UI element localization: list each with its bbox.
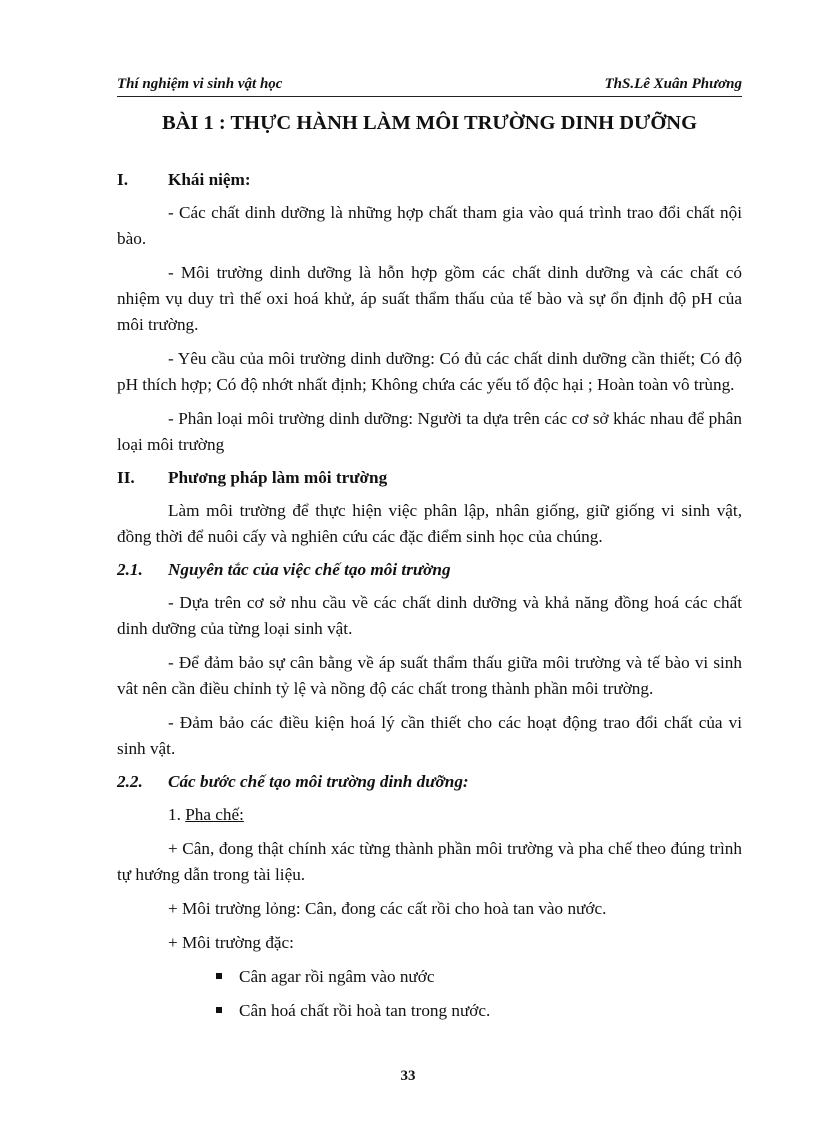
step-number: 1. (168, 805, 186, 824)
page-number: 33 (400, 1068, 416, 1084)
subsection-number: 2.1. (117, 560, 143, 579)
subsection-title: Các bước chế tạo môi trường dinh dưỡng: (168, 772, 469, 791)
paragraph: - Môi trường dinh dưỡng là hỗn hợp gồm các chất dinh dưỡng và các chất có nhiệm vụ duy trì thế oxi hoá khử, áp suất thẩm thấu của tế bào và sự ổn định độ pH của môi trường. (117, 263, 742, 334)
section-heading-concepts (117, 168, 742, 192)
paragraph: - Để đảm bảo sự cân bằng về áp suất thẩm thấu giữa môi trường và tế bào vi sinh vât nên cần điều chỉnh tỷ lệ và nồng độ các chất trong thành phần môi trường. (117, 653, 742, 698)
list-item-text: Cân agar rồi ngâm vào nước (239, 967, 435, 986)
paragraph: + Môi trường lỏng: Cân, đong các cất rồi cho hoà tan vào nước. (168, 899, 607, 918)
header-course-title: Thí nghiệm vi sinh vật học (117, 76, 283, 92)
paragraph: - Đảm bảo các điều kiện hoá lý cần thiết cho các hoạt động trao đổi chất của vi sinh vật. (117, 713, 742, 758)
step-heading (168, 802, 742, 828)
paragraph: - Phân loại môi trường dinh dưỡng: Người ta dựa trên các cơ sở khác nhau để phân loại môi trường (117, 409, 742, 454)
paragraph: - Dựa trên cơ sở nhu cầu về các chất dinh dưỡng và khả năng đồng hoá các chất dinh dưỡng của từng loại sinh vật. (117, 593, 742, 638)
section-title: Phương pháp làm môi trường (168, 468, 388, 487)
square-bullet-icon (216, 973, 222, 979)
paragraph: - Các chất dinh dưỡng là những hợp chất tham gia vào quá trình trao đổi chất nội bào. (117, 203, 742, 248)
subsection-number: 2.2. (117, 772, 143, 791)
paragraph: + Cân, đong thật chính xác từng thành phần môi trường và pha chế theo đúng trình tự hướng dẫn trong tài liệu. (117, 839, 742, 884)
paragraph: Làm môi trường để thực hiện việc phân lập, nhân giống, giữ giống vi sinh vật, đồng thời để nuôi cấy và nghiên cứu các đặc điểm sinh học của chúng. (117, 501, 742, 546)
subsection-heading-principles (117, 558, 742, 582)
section-heading-methods (117, 466, 742, 490)
paragraph: - Yêu cầu của môi trường dinh dưỡng: Có đủ các chất dinh dưỡng cần thiết; Có độ pH thích hợp; Có độ nhớt nhất định; Không chứa các yếu tố độc hại ; Hoàn toàn vô trùng. (117, 349, 742, 394)
header-author: ThS.Lê Xuân Phương (604, 76, 742, 92)
list-item (117, 998, 742, 1024)
section-title: Khái niệm: (168, 170, 251, 189)
bullet-list (117, 964, 742, 1024)
square-bullet-icon (216, 1007, 222, 1013)
running-header (117, 76, 742, 97)
lesson-title: BÀI 1 : THỰC HÀNH LÀM MÔI TRƯỜNG DINH DƯỠNG (161, 112, 698, 134)
section-number: II. (117, 468, 135, 487)
list-item (117, 964, 742, 990)
subsection-title: Nguyên tắc của việc chế tạo môi trường (168, 560, 451, 579)
subsection-heading-steps (117, 770, 742, 794)
document-body (117, 168, 742, 1032)
section-number: I. (117, 170, 128, 189)
paragraph: + Môi trường đặc: (168, 933, 294, 952)
list-item-text: Cân hoá chất rồi hoà tan trong nước. (239, 1001, 491, 1020)
step-label: Pha chế: (185, 805, 244, 824)
